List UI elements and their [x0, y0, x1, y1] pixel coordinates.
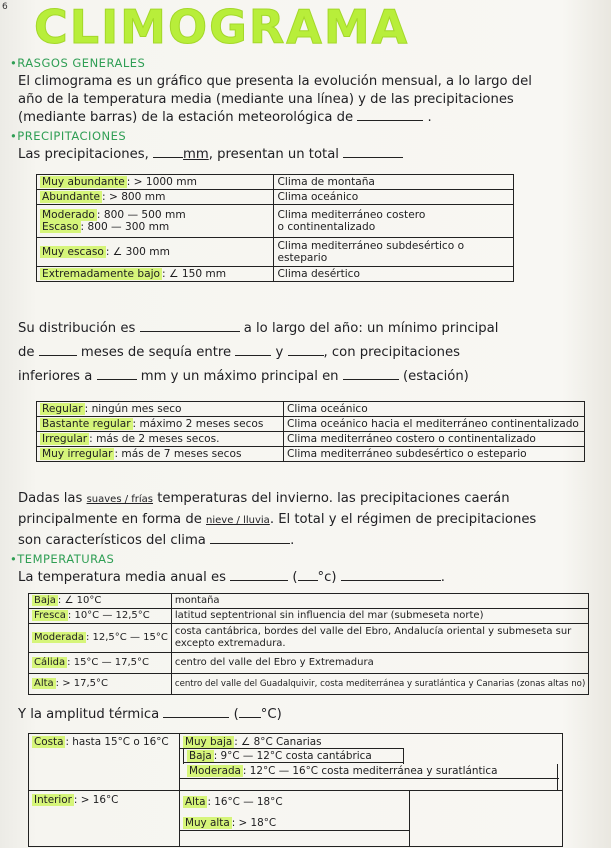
key-highlight: Escaso	[42, 221, 79, 233]
precip-line-1	[18, 147, 403, 162]
dist-line-2	[18, 345, 460, 360]
table-cell-value: centro del valle del Guadalquivir, costa mediterránea y suratlántica y Canarias (zonas altas no)	[171, 674, 588, 695]
dist-text: Su distribución es	[18, 321, 136, 336]
table-cell-key	[29, 594, 172, 609]
blank-field	[235, 346, 271, 356]
amplitud-text: °C)	[260, 707, 282, 722]
divider	[179, 748, 404, 749]
amplitud-line	[18, 707, 282, 722]
key-highlight: Moderada	[34, 632, 84, 643]
key-highlight: Muy baja	[185, 736, 233, 748]
temp-text: (	[292, 570, 298, 585]
amplitud-text: (	[233, 707, 239, 722]
dadas-line-2	[18, 512, 536, 527]
divider	[557, 764, 558, 790]
key-rest: : > 17,5°C	[55, 678, 109, 689]
key-rest: : > 16°C	[73, 794, 119, 806]
amp-interior	[32, 794, 118, 806]
key-rest: : 10°C — 12,5°C	[67, 610, 150, 621]
table-cell-value: Clima oceánico	[274, 190, 514, 205]
table-row	[37, 432, 585, 447]
key-rest: : 800 — 300 mm	[80, 221, 170, 233]
rasgos-line-3-text: (mediante barras) de la estación meteorológica de	[18, 110, 354, 125]
table-cell-key	[29, 624, 172, 653]
blank-field	[341, 571, 441, 581]
blank-field	[230, 571, 288, 581]
precip-text-c: , presentan un total	[208, 147, 339, 162]
key-highlight: Abundante	[42, 191, 101, 203]
table-cell-value	[274, 205, 514, 238]
dist-text: y	[275, 345, 284, 360]
dist-text: meses de sequía entre	[80, 345, 232, 360]
dist-text: inferiores a	[18, 369, 93, 384]
page-title: CLIMOGRAMA	[34, 0, 410, 54]
table-cell-value: montaña	[171, 594, 588, 609]
key-highlight: Costa	[34, 736, 64, 748]
section-heading-rasgos: •RASGOS GENERALES	[10, 56, 146, 70]
blank-field	[288, 346, 324, 356]
key-highlight: Extremadamente bajo	[42, 268, 161, 280]
table-cell-value: Clima oceánico hacia el mediterráneo continentalizado	[284, 417, 585, 432]
key-rest: : hasta 15°C o 16°C	[65, 736, 169, 748]
dadas-text: principalmente en forma de	[18, 512, 202, 527]
table-cell-key	[29, 653, 172, 674]
precip-unit: mm	[183, 147, 209, 162]
dist-line-3	[18, 369, 469, 384]
key-rest: : máximo 2 meses secos	[132, 418, 264, 430]
dadas-line-1	[18, 491, 510, 506]
key-highlight: Bastante regular	[42, 418, 131, 430]
section-heading-temperaturas: •TEMPERATURAS	[10, 552, 115, 566]
value-line: Clima mediterráneo costero	[277, 209, 426, 221]
key-rest: : > 800 mm	[102, 191, 166, 203]
key-highlight: Baja	[34, 595, 56, 606]
amp-muy-alta	[183, 817, 276, 829]
temp-text: La temperatura media anual es	[18, 570, 226, 585]
blank-field	[210, 534, 290, 544]
dadas-line-3	[18, 533, 294, 548]
key-highlight: Moderada	[189, 765, 241, 777]
key-highlight: Baja	[189, 750, 212, 762]
dist-text: , con precipitaciones	[323, 345, 460, 360]
divider	[409, 790, 410, 846]
key-highlight: Fresca	[34, 610, 66, 621]
table-cell-value: Clima desértico	[274, 267, 514, 282]
table-row	[37, 417, 585, 432]
table-cell-value: costa cantábrica, bordes del valle del Ebro, Andalucía oriental y submeseta sur excepto extremadura.	[171, 624, 588, 653]
dadas-option: suaves / frías	[86, 494, 154, 505]
key-rest: : más de 2 meses secos.	[89, 433, 220, 445]
blank-field	[343, 148, 403, 158]
table-cell-key	[37, 190, 274, 205]
key-highlight: Alta	[34, 678, 54, 689]
dadas-text: son característicos del clima	[18, 533, 206, 548]
section-heading-precipitaciones: •PRECIPITACIONES	[10, 129, 127, 143]
key-rest: : 800 — 500 mm	[96, 209, 186, 221]
amp-moderada	[187, 765, 497, 777]
table-cell-key	[37, 447, 284, 462]
table-row	[37, 238, 514, 267]
dadas-option: nieve / lluvia	[206, 515, 270, 526]
key-rest: : 15°C — 17,5°C	[67, 657, 150, 668]
dist-line-1	[18, 321, 498, 336]
table-cell-key	[37, 175, 274, 190]
blank-field	[357, 111, 423, 121]
blank-field	[298, 571, 318, 581]
table-cell-value: latitud septentrional sin influencia del mar (submeseta norte)	[171, 609, 588, 624]
table-cell-key	[37, 417, 284, 432]
key-rest: : 12,5°C — 15°C	[85, 632, 168, 643]
rasgos-line-3: (mediante barras) de la estación meteorológica de .	[18, 110, 432, 125]
key-rest: : ∠ 8°C Canarias	[234, 736, 322, 748]
amp-muy-baja	[183, 736, 322, 748]
table-cell-value: Clima mediterráneo subdesértico o estepario	[284, 447, 585, 462]
dist-text: a lo largo del año: un mínimo principal	[243, 321, 499, 336]
table-cell-key	[37, 432, 284, 447]
key-rest: : 16°C — 18°C	[207, 796, 283, 808]
key-rest: : más de 7 meses secos	[114, 448, 242, 460]
key-highlight: Muy abundante	[42, 176, 125, 188]
key-rest: : 12°C — 16°C costa mediterránea y suratlántica	[242, 765, 498, 777]
key-highlight: Alta	[185, 796, 206, 808]
key-highlight: Muy irregular	[42, 448, 113, 460]
blank-field	[239, 708, 261, 718]
table-cell-value: Clima oceánico	[284, 402, 585, 417]
temperature-table	[28, 593, 589, 695]
key-highlight: Muy escaso	[42, 246, 104, 258]
page-corner-number: 6	[2, 2, 8, 12]
table-row	[29, 594, 589, 609]
dadas-text: . El total y el régimen de precipitaciones	[269, 512, 537, 527]
divider	[183, 748, 184, 764]
table-row	[37, 190, 514, 205]
key-rest: : ningún mes seco	[84, 403, 182, 415]
amp-baja	[187, 750, 372, 762]
blank-field	[343, 370, 399, 380]
blank-field	[140, 322, 240, 332]
amplitud-text: Y la amplitud térmica	[18, 707, 160, 722]
divider	[183, 762, 403, 763]
table-row	[29, 609, 589, 624]
table-cell-key	[29, 674, 172, 695]
key-rest: : ∠ 10°C	[57, 595, 102, 606]
temp-line-1	[18, 570, 445, 585]
dadas-text: .	[290, 533, 295, 548]
key-highlight: Moderado	[42, 209, 95, 221]
blank-field	[39, 346, 77, 356]
key-rest: : ∠ 150 mm	[162, 268, 227, 280]
temp-text: °c)	[317, 570, 337, 585]
key-rest: : > 18°C	[231, 817, 277, 829]
blank-field	[97, 370, 137, 380]
key-rest: : 9°C — 12°C costa cantábrica	[213, 750, 372, 762]
divider	[403, 748, 404, 764]
divider	[179, 830, 409, 831]
blank-field	[153, 148, 183, 158]
key-rest: : > 1000 mm	[126, 176, 197, 188]
table-row	[37, 175, 514, 190]
precip-text-a: Las precipitaciones,	[18, 147, 149, 162]
table-row	[37, 447, 585, 462]
amplitud-table	[28, 733, 563, 847]
divider	[179, 778, 559, 779]
dist-text: de	[18, 345, 35, 360]
temp-text: .	[440, 570, 445, 585]
dist-text: (estación)	[402, 369, 469, 384]
key-highlight: Interior	[34, 794, 72, 806]
table-row	[29, 624, 589, 653]
table-row	[37, 205, 514, 238]
amp-costa	[32, 736, 169, 748]
amp-alta	[183, 796, 283, 808]
table-cell-value: centro del valle del Ebro y Extremadura	[171, 653, 588, 674]
key-rest: : ∠ 300 mm	[105, 246, 170, 258]
table-cell-key	[37, 402, 284, 417]
table-row	[29, 674, 589, 695]
blank-field	[163, 708, 229, 718]
table-cell-key	[29, 609, 172, 624]
table-cell-value: Clima mediterráneo subdesértico o estepario	[274, 238, 514, 267]
divider	[29, 790, 179, 791]
divider	[179, 790, 562, 791]
table-row	[29, 653, 589, 674]
key-highlight: Irregular	[42, 433, 88, 445]
rasgos-line-1: El climograma es un gráfico que presenta la evolución mensual, a lo largo del	[18, 74, 532, 89]
dadas-text: temperaturas del invierno. las precipitaciones caerán	[157, 491, 510, 506]
precip-table	[36, 174, 514, 282]
key-highlight: Muy alta	[185, 817, 230, 829]
table-cell-value: Clima mediterráneo costero o continentalizado	[284, 432, 585, 447]
dist-text: mm y un máximo principal en	[140, 369, 339, 384]
rasgos-line-2: año de la temperatura media (mediante una línea) y de las precipitaciones	[18, 92, 514, 107]
dadas-text: Dadas las	[18, 491, 83, 506]
table-row	[37, 267, 514, 282]
key-highlight: Cálida	[34, 657, 66, 668]
key-highlight: Regular	[42, 403, 83, 415]
table-cell-key	[37, 267, 274, 282]
table-row	[37, 402, 585, 417]
table-cell-key	[37, 205, 274, 238]
table-cell-value: Clima de montaña	[274, 175, 514, 190]
regimen-table	[36, 401, 585, 462]
table-cell-key	[37, 238, 274, 267]
value-line: o continentalizado	[277, 221, 376, 233]
